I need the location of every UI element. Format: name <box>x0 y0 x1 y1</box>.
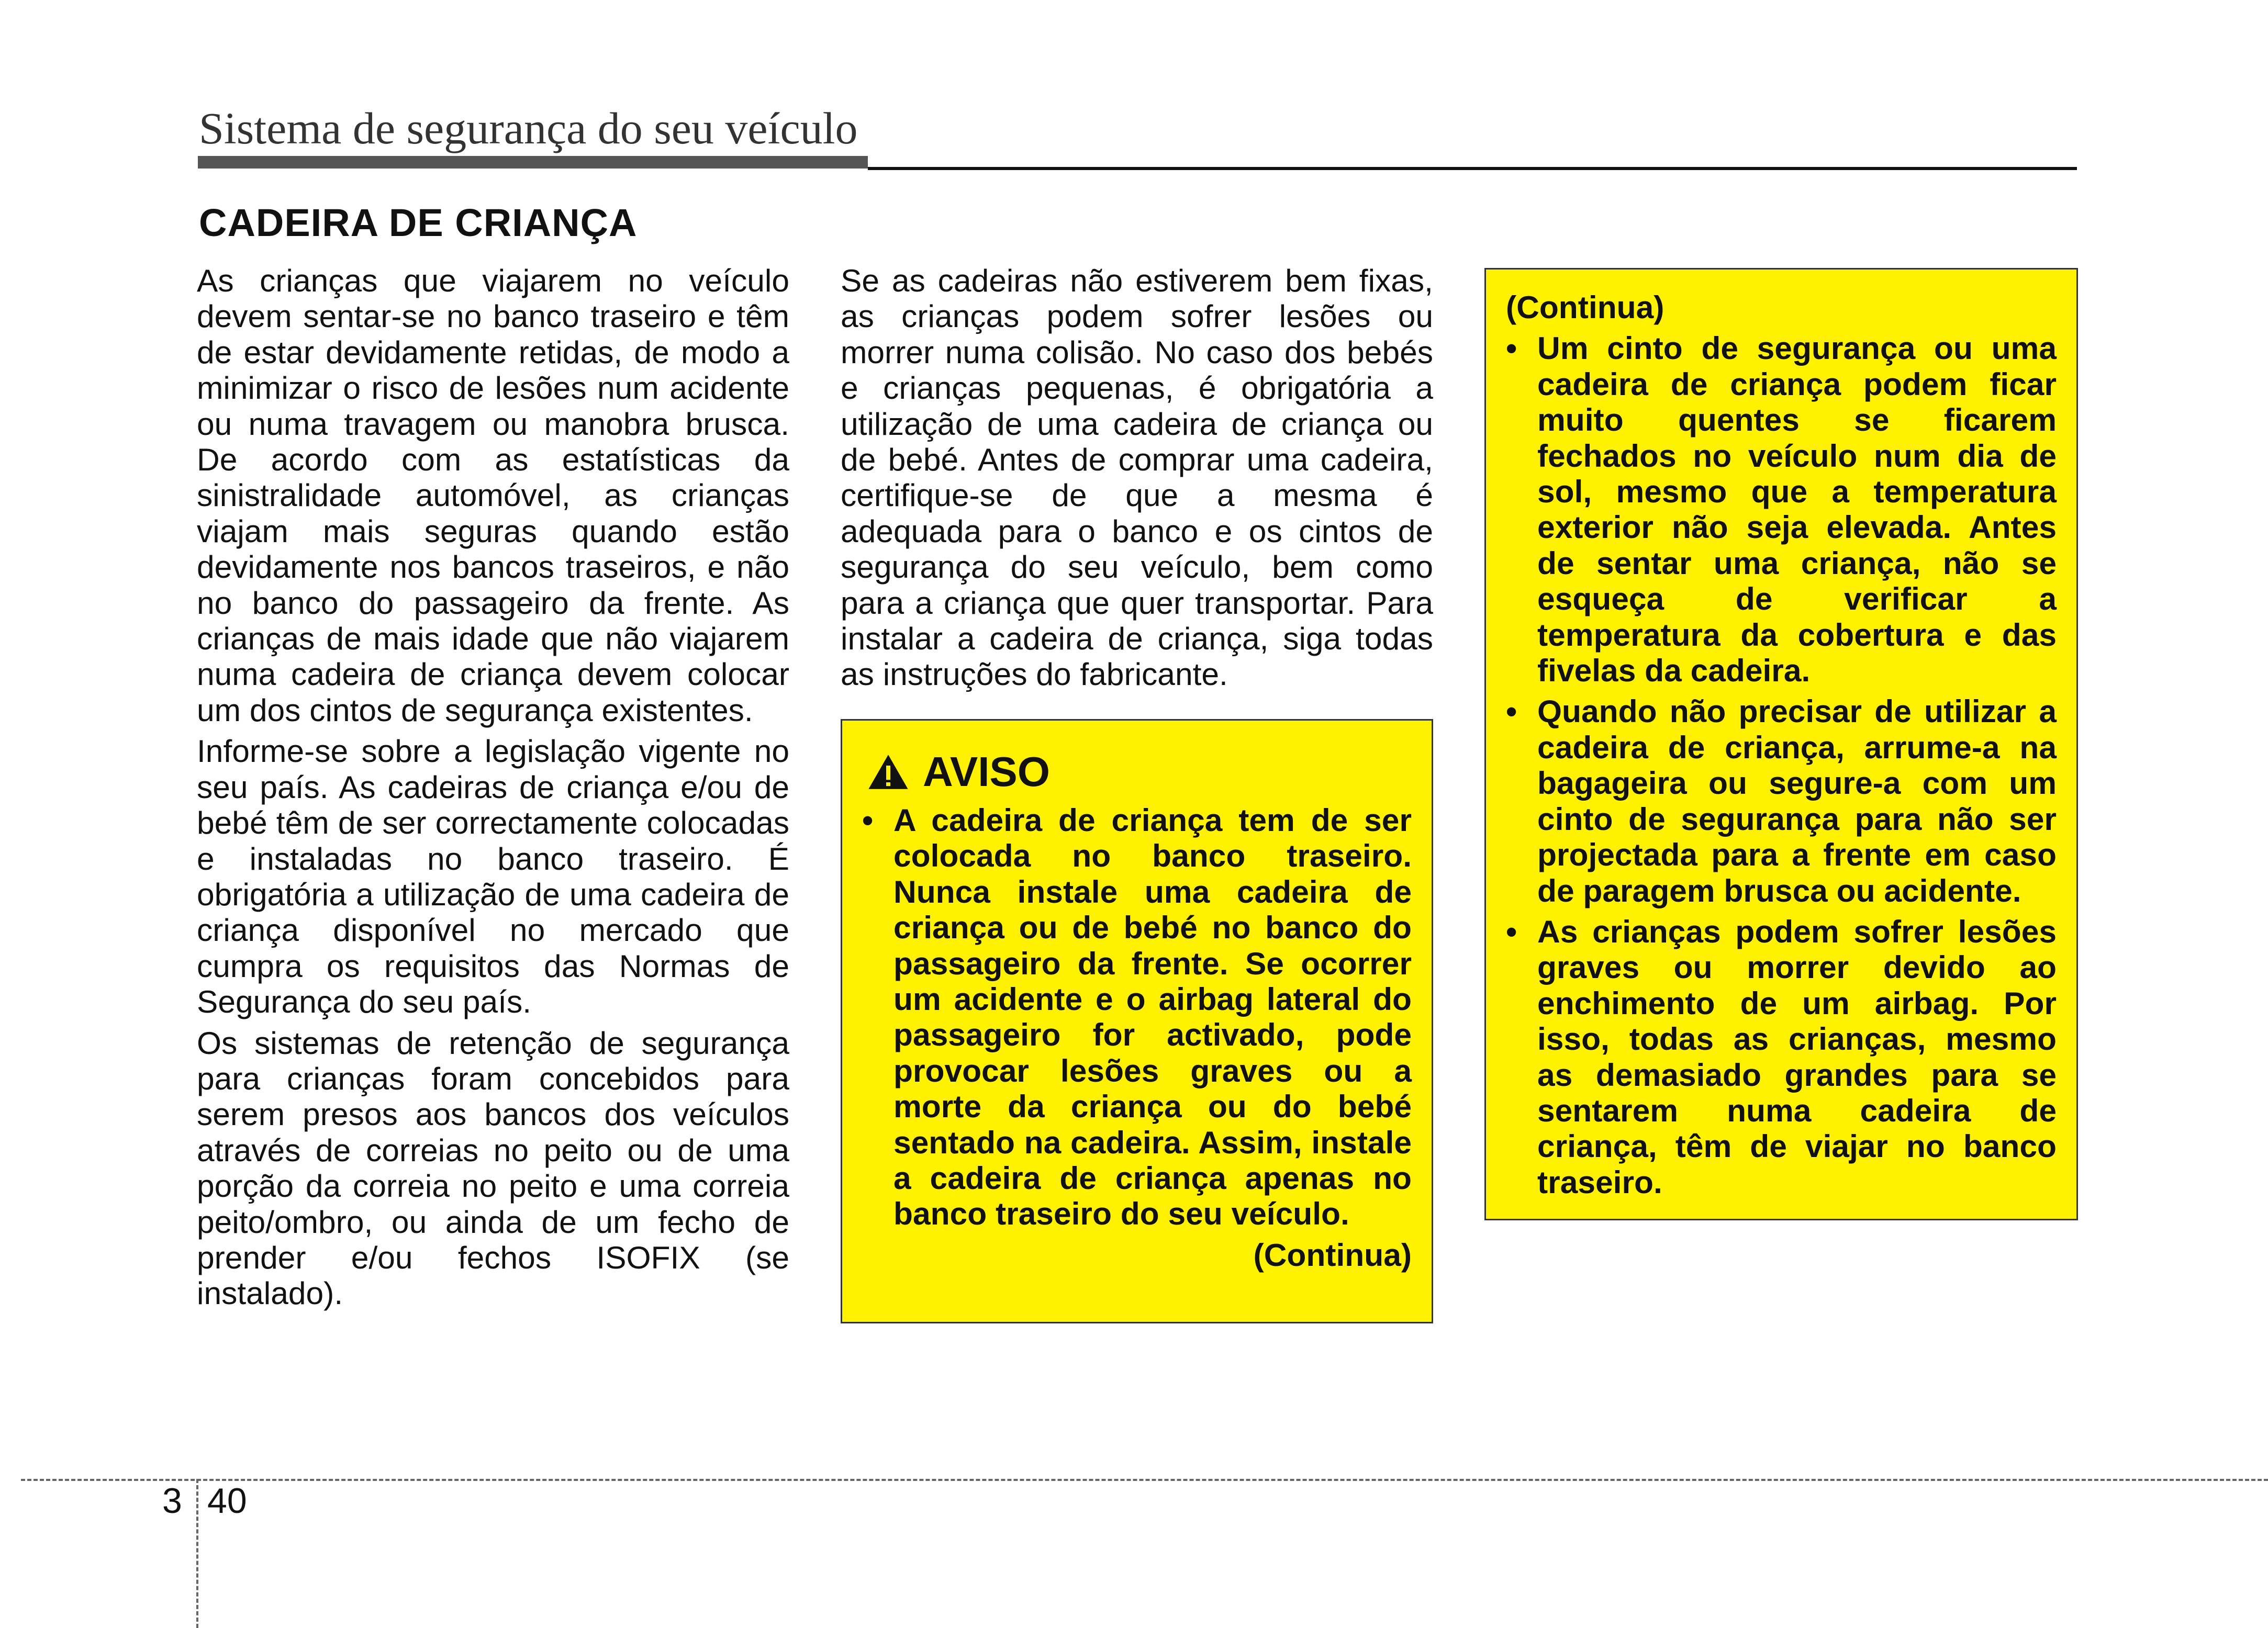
bullet-dot: • <box>1506 330 1517 366</box>
warning-box-aviso <box>841 719 1433 1323</box>
aviso-heading <box>867 746 1412 798</box>
aviso-label: AVISO <box>923 748 1051 795</box>
middle-column <box>841 263 1433 698</box>
section-title: CADEIRA DE CRIANÇA <box>199 201 638 244</box>
bullet-text: As crianças podem sofrer lesões graves ou morrer devido ao enchimento de um airbag. Por isso, todas as crianças, mesmo as demasiado grandes para se sentarem numa cadeira de criança, têm de viajar no banco traseiro. <box>1537 913 2057 1200</box>
warning-box-continued <box>1484 268 2078 1220</box>
header-title: Sistema de segurança do seu veículo <box>199 103 858 153</box>
left-paragraph-2: Informe-se sobre a legislação vigente no seu país. As cadeiras de criança e/ou de bebé têm de ser correctamente colocadas e instaladas no banco traseiro. É obrigatória a utilização de uma cadeira de criança disponível no mercado que cumpra os requisitos das Normas de Segurança do seu país. <box>197 733 789 1020</box>
warning-bullet <box>1506 693 2057 908</box>
left-paragraph-1: As crianças que viajarem no veículo devem sentar-se no banco traseiro e têm de estar devidamente retidas, de modo a minimizar o risco de lesões num acidente ou numa travagem ou manobra brusca. De acordo com as estatísticas da sinistralidade automóvel, as crianças viajam mais seguras quando estão devidamente nos bancos traseiros, e não no banco do passageiro da frente. As crianças de mais idade que não viajarem numa cadeira de criança devem colocar um dos cintos de segurança existentes. <box>197 263 789 728</box>
header-bar-thick <box>198 156 868 169</box>
bullet-dot: • <box>1506 693 1517 729</box>
left-paragraph-3: Os sistemas de retenção de segurança para crianças foram concebidos para serem presos aos bancos dos veículos através de correias no peito ou de uma porção da correia no peito e uma correia peito/ombro, ou ainda de um fecho de prender e/ou fechos ISOFIX (se instalado). <box>197 1025 789 1311</box>
footer-dashed-rule <box>21 1479 2268 1481</box>
warning-bullet <box>1506 914 2057 1200</box>
warning-triangle-icon <box>867 753 909 791</box>
warning-bullet <box>862 802 1412 1232</box>
header-rule <box>868 167 2077 170</box>
bullet-text: Quando não precisar de utilizar a cadeira de criança, arrume-a na bagageira ou segure-a com um cinto de segurança para não ser projectada para a frente em caso de paragem brusca ou acidente. <box>1537 693 2057 908</box>
bullet-dot: • <box>1506 913 1517 949</box>
middle-paragraph: Se as cadeiras não estiverem bem fixas, as crianças podem sofrer lesões ou morrer numa colisão. No caso dos bebés e crianças pequenas, é obrigatória a utilização de uma cadeira de criança ou de bebé. Antes de comprar uma cadeira, certifique-se de que a mesma é adequada para o banco e os cintos de segurança do seu veículo, bem como para a criança que quer transportar. Para instalar a cadeira de criança, siga todas as instruções do fabricante. <box>841 263 1433 692</box>
bullet-dot: • <box>862 802 874 838</box>
page-number: 40 <box>207 1481 247 1521</box>
bullet-text: Um cinto de segurança ou uma cadeira de criança podem ficar muito quentes se ficarem fechados no veículo num dia de sol, mesmo que a temperatura exterior não seja elevada. Antes de sentar uma criança, não se esqueça de verificar a temperatura da cobertura e das fivelas da cadeira. <box>1537 330 2057 689</box>
continued-label: (Continua) <box>1253 1237 1412 1273</box>
warning-bullet <box>1506 330 2057 688</box>
continued-from-label: (Continua) <box>1506 289 1664 325</box>
left-column <box>197 263 789 1317</box>
footer-dashed-divider <box>196 1479 198 1628</box>
chapter-number: 3 <box>162 1481 182 1521</box>
bullet-text: A cadeira de criança tem de ser colocada no banco traseiro. Nunca instale uma cadeira de criança ou de bebé no banco do passageiro da frente. Se ocorrer um acidente e o airbag lateral do passageiro for activado, pode provocar lesões graves ou a morte da criança ou do bebé sentado na cadeira. Assim, instale a cadeira de criança apenas no banco traseiro do seu veículo. <box>893 802 1412 1232</box>
